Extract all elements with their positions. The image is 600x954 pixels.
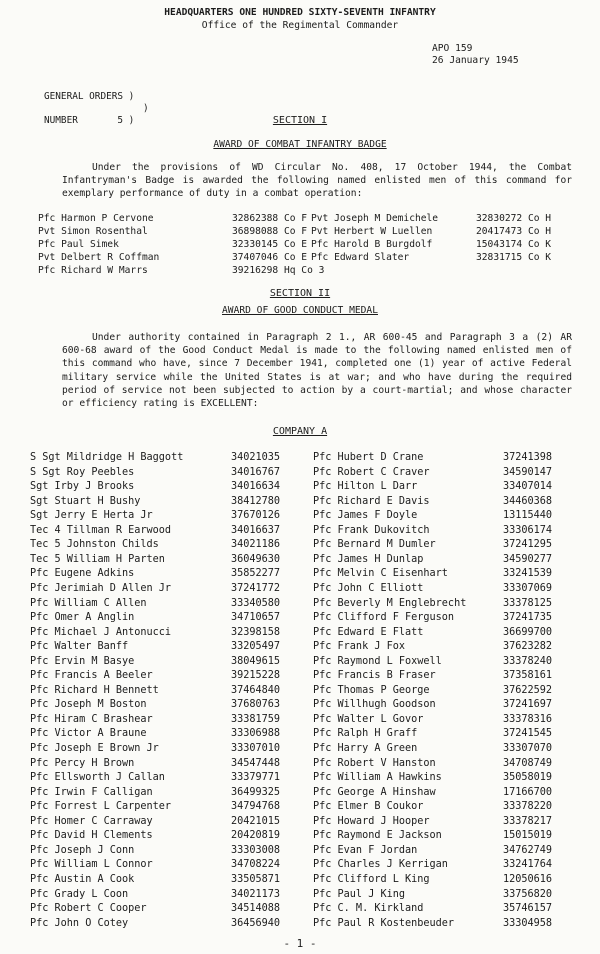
soldier-name: Pfc Bernard M Dumler (313, 539, 436, 551)
soldier-name: Pfc Richard E Davis (313, 495, 430, 507)
section-1-heading: SECTION I (272, 115, 328, 126)
soldier-name: Sgt Stuart H Bushy (30, 495, 141, 507)
soldier-name: Pfc Omer A Anglin (30, 612, 135, 624)
serial-number: 34794768 (231, 801, 281, 813)
soldier-name: Pfc Michael J Antonucci (30, 626, 172, 638)
serial-number: 35746157 (503, 903, 553, 915)
soldier-name: Pfc Joseph E Brown Jr (30, 743, 159, 754)
company-heading: COMPANY A (272, 426, 328, 437)
soldier-name: Pfc Grady L Coon (30, 888, 129, 900)
serial-and-unit: 37407046 Co E (232, 252, 308, 263)
serial-number: 33381759 (231, 713, 281, 725)
soldier-name: Pfc George A Hinshaw (313, 786, 436, 798)
soldier-name: Pfc Joseph J Conn (30, 844, 135, 856)
soldier-name: Pfc James F Doyle (313, 510, 418, 522)
soldier-name: Sgt Irby J Brooks (30, 481, 135, 493)
soldier-name: S Sgt Mildridge H Baggott (30, 452, 184, 463)
serial-number: 33307069 (503, 582, 553, 594)
badge-entry (0, 240, 600, 252)
soldier-name: Pfc Robert C Craver (313, 466, 430, 478)
soldier-name: Pfc John O Cotey (30, 917, 129, 929)
roster-row (0, 802, 600, 817)
soldier-name: Pfc William L Connor (30, 859, 153, 871)
serial-number: 35852277 (231, 568, 281, 580)
serial-number: 36499325 (231, 786, 281, 798)
badge-entry (0, 253, 600, 265)
serial-number: 33378217 (503, 815, 553, 827)
serial-number: 33378125 (503, 597, 553, 609)
serial-number: 39215228 (231, 670, 281, 682)
serial-number: 13115440 (503, 510, 553, 522)
section-2-heading: SECTION II (269, 288, 331, 299)
apo-line: APO 159 (432, 43, 473, 54)
serial-and-unit: 32830272 Co H (476, 213, 552, 224)
section-1-text: Under the provisions of WD Circular No. 408, 17 October 1944, the Combat Infantryman's Badge is awarded the following named enlisted men of this command for exemplary performance of duty in a combat operation: (62, 162, 572, 199)
roster-row (0, 511, 600, 526)
serial-number: 37623282 (503, 641, 553, 653)
serial-number: 33304958 (503, 917, 553, 929)
serial-number: 34460368 (503, 495, 553, 507)
serial-number: 33407014 (503, 481, 553, 493)
serial-number: 37622592 (503, 684, 553, 696)
serial-number: 37241295 (503, 539, 553, 551)
serial-and-unit: 32862388 Co F (232, 213, 308, 224)
soldier-name: Pfc Francis A Beeler (30, 670, 153, 682)
serial-number: 37670126 (231, 510, 281, 522)
soldier-name: Pfc Ellsworth J Callan (30, 772, 165, 784)
roster-row (0, 613, 600, 628)
serial-number: 33379771 (231, 772, 281, 784)
soldier-name: Pfc Robert V Hanston (313, 757, 436, 769)
serial-number: 33756820 (503, 888, 553, 900)
soldier-name: Pfc Eugene Adkins (30, 568, 135, 580)
serial-number: 33378240 (503, 655, 553, 667)
serial-number: 34590147 (503, 466, 553, 478)
recipient-name: Pvt Delbert R Coffman (38, 252, 160, 263)
soldier-name: Pfc Raymond L Foxwell (313, 655, 442, 667)
roster-row (0, 919, 600, 934)
serial-number: 33340580 (231, 597, 281, 609)
serial-number: 12050616 (503, 873, 553, 885)
section-2-text: Under authority contained in Paragraph 2 1., AR 600-45 and Paragraph 3 a (2) AR 600-68 award of the Good Conduct Medal is made to the following named enlisted men of this command who have, since 7 December 1941, completed one (1) year of active Federal military service while the United States is at war; and who have during the required period of service not been subjected to action by a court-martial; and whose character or efficiency rating is EXCELLENT: (62, 332, 572, 410)
serial-number: 35058019 (503, 772, 553, 784)
serial-number: 32398158 (231, 626, 281, 638)
soldier-name: Pfc Irwin F Calligan (30, 786, 153, 798)
soldier-name: Pfc Victor A Braune (30, 728, 147, 740)
roster-row (0, 482, 600, 497)
soldier-name: Pfc Raymond E Jackson (313, 830, 442, 842)
soldier-name: Pfc Richard H Bennett (30, 684, 159, 696)
roster-row (0, 744, 600, 759)
soldier-name: Pfc Ralph H Graff (313, 728, 418, 740)
section-1-title: AWARD OF COMBAT INFANTRY BADGE (213, 139, 387, 150)
serial-number: 33307070 (503, 743, 553, 754)
soldier-name: Pfc Thomas P George (313, 684, 430, 696)
soldier-name: Pfc Frank Dukovitch (313, 524, 430, 536)
serial-and-unit: 32831715 Co K (476, 252, 552, 263)
soldier-name: Pfc Willhugh Goodson (313, 699, 436, 711)
serial-number: 37241772 (231, 582, 281, 594)
serial-number: 34547448 (231, 757, 281, 769)
serial-number: 33205497 (231, 641, 281, 653)
serial-number: 33505871 (231, 873, 281, 885)
serial-number: 33378220 (503, 801, 553, 813)
serial-number: 33241539 (503, 568, 553, 580)
soldier-name: Pfc Walter Banff (30, 641, 129, 653)
soldier-name: Pfc Paul R Kostenbeuder (313, 917, 455, 929)
serial-number: 37464840 (231, 684, 281, 696)
soldier-name: Pfc Jerimiah D Allen Jr (30, 582, 172, 594)
order-number: NUMBER 5 ) (44, 115, 135, 126)
serial-number: 34710657 (231, 612, 281, 624)
roster-row (0, 584, 600, 599)
serial-number: 34590277 (503, 553, 553, 565)
soldier-name: Tec 5 Johnston Childs (30, 539, 159, 551)
roster-row (0, 671, 600, 686)
serial-number: 36699700 (503, 626, 553, 638)
roster-row (0, 875, 600, 890)
soldier-name: Pfc Elmer B Coukor (313, 801, 424, 813)
soldier-name: Pfc James H Dunlap (313, 553, 424, 565)
recipient-name: Pvt Simon Rosenthal (38, 226, 148, 237)
recipient-name: Pfc Paul Simek (38, 239, 119, 250)
roster-row (0, 453, 600, 468)
serial-number: 37241545 (503, 728, 553, 740)
badge-entry (0, 266, 600, 278)
soldier-name: Pfc Howard J Hooper (313, 815, 430, 827)
soldier-name: Pfc William A Hawkins (313, 772, 442, 784)
serial-number: 36456940 (231, 917, 281, 929)
recipient-name: Pfc Harold B Burgdolf (311, 239, 433, 250)
soldier-name: Pfc Ervin M Basye (30, 655, 135, 667)
general-orders-bracket: ) (143, 103, 149, 114)
serial-number: 37241735 (503, 612, 553, 624)
soldier-name: Pfc William C Allen (30, 597, 147, 609)
serial-number: 37680763 (231, 699, 281, 711)
soldier-name: Pfc Harry A Green (313, 743, 418, 754)
soldier-name: Tec 5 William H Parten (30, 553, 165, 565)
page-number: - 1 - (283, 937, 317, 950)
soldier-name: Pfc Paul J King (313, 888, 406, 900)
soldier-name: Pfc David H Clements (30, 830, 153, 842)
roster-row (0, 773, 600, 788)
soldier-name: Pfc Forrest L Carpenter (30, 801, 172, 813)
serial-and-unit: 39216298 Hq Co 3 (232, 265, 325, 276)
soldier-name: Pfc Austin A Cook (30, 873, 135, 885)
soldier-name: Pfc Francis B Fraser (313, 670, 436, 682)
serial-and-unit: 32330145 Co E (232, 239, 308, 250)
serial-number: 37358161 (503, 670, 553, 682)
serial-number: 34021035 (231, 452, 281, 463)
roster-row (0, 904, 600, 919)
soldier-name: Pfc Walter L Govor (313, 713, 424, 725)
serial-number: 38412780 (231, 495, 281, 507)
soldier-name: Pfc John C Elliott (313, 582, 424, 594)
serial-number: 38049615 (231, 655, 281, 667)
serial-number: 34016637 (231, 524, 281, 536)
serial-number: 33378316 (503, 713, 553, 725)
serial-number: 33307010 (231, 743, 281, 754)
soldier-name: Pfc Hiram C Brashear (30, 713, 153, 725)
serial-number: 34762749 (503, 844, 553, 856)
soldier-name: Pfc Beverly M Englebrecht (313, 597, 467, 609)
general-orders-label: GENERAL ORDERS ) (44, 91, 135, 102)
date-line: 26 January 1945 (432, 55, 519, 66)
badge-entry (0, 214, 600, 226)
recipient-name: Pfc Edward Slater (311, 252, 410, 263)
office-heading: Office of the Regimental Commander (201, 20, 399, 31)
soldier-name: Sgt Jerry E Herta Jr (30, 510, 153, 522)
serial-and-unit: 20417473 Co H (476, 226, 552, 237)
recipient-name: Pfc Harmon P Cervone (38, 213, 154, 224)
soldier-name: Pfc Percy H Brown (30, 757, 135, 769)
soldier-name: Pfc Evan F Jordan (313, 844, 418, 856)
serial-number: 34514088 (231, 903, 281, 915)
serial-number: 34708224 (231, 859, 281, 871)
serial-number: 33241764 (503, 859, 553, 871)
soldier-name: Pfc Hilton L Darr (313, 481, 418, 493)
soldier-name: Pfc Hubert D Crane (313, 452, 424, 463)
recipient-name: Pvt Joseph M Demichele (311, 213, 439, 224)
serial-number: 33303008 (231, 844, 281, 856)
soldier-name: Pfc Frank J Fox (313, 641, 406, 653)
soldier-name: Pfc Clifford F Ferguson (313, 612, 455, 624)
soldier-name: Pfc Homer C Carraway (30, 815, 153, 827)
soldier-name: Pfc C. M. Kirkland (313, 903, 424, 915)
soldier-name: Tec 4 Tillman R Earwood (30, 524, 172, 536)
soldier-name: Pfc Edward E Flatt (313, 626, 424, 638)
serial-and-unit: 36898088 Co F (232, 226, 308, 237)
serial-number: 34016634 (231, 481, 281, 493)
serial-number: 36049630 (231, 553, 281, 565)
recipient-name: Pvt Herbert W Luellen (311, 226, 433, 237)
serial-number: 37241697 (503, 699, 553, 711)
serial-number: 15015019 (503, 830, 553, 842)
serial-number: 37241398 (503, 452, 553, 463)
section-2-title: AWARD OF GOOD CONDUCT MEDAL (222, 305, 378, 316)
soldier-name: Pfc Robert C Cooper (30, 903, 147, 915)
soldier-name: S Sgt Roy Peebles (30, 466, 135, 478)
soldier-name: Pfc Joseph M Boston (30, 699, 147, 711)
serial-number: 34708749 (503, 757, 553, 769)
serial-number: 33306988 (231, 728, 281, 740)
serial-number: 20420819 (231, 830, 281, 842)
serial-number: 17166700 (503, 786, 553, 798)
serial-number: 20421015 (231, 815, 281, 827)
badge-entry (0, 227, 600, 239)
unit-heading: HEADQUARTERS ONE HUNDRED SIXTY-SEVENTH INFANTRY (164, 7, 436, 18)
serial-number: 33306174 (503, 524, 553, 536)
serial-number: 34021173 (231, 888, 281, 900)
roster-row (0, 642, 600, 657)
recipient-name: Pfc Richard W Marrs (38, 265, 148, 276)
soldier-name: Pfc Melvin C Eisenhart (313, 568, 448, 580)
serial-and-unit: 15043174 Co K (476, 239, 552, 250)
serial-number: 34016767 (231, 466, 281, 478)
serial-number: 34021186 (231, 539, 281, 551)
soldier-name: Pfc Clifford L King (313, 873, 430, 885)
soldier-name: Pfc Charles J Kerrigan (313, 859, 448, 871)
